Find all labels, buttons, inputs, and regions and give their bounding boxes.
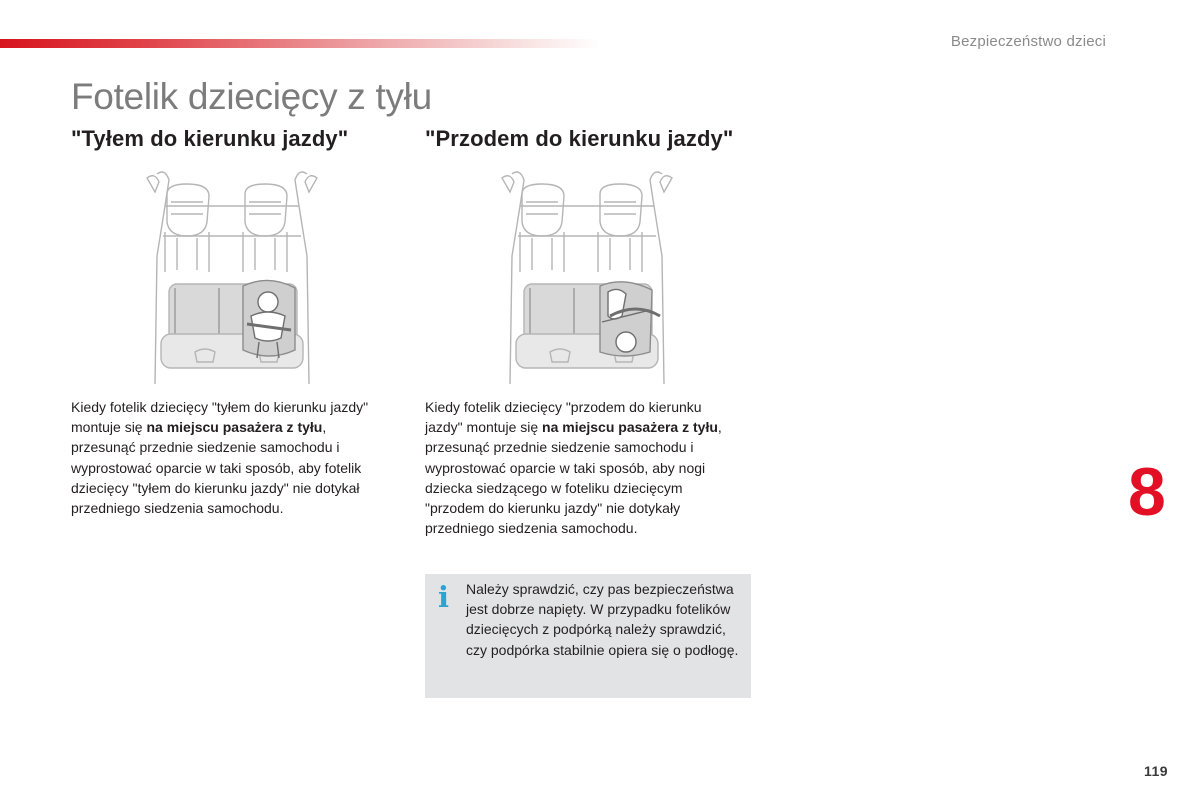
rear-facing-heading: "Tyłem do kierunku jazdy" bbox=[71, 126, 349, 151]
rear-facing-illustration bbox=[135, 166, 329, 390]
page-title: Fotelik dziecięcy z tyłu bbox=[71, 76, 432, 117]
forward-facing-illustration bbox=[490, 166, 684, 390]
info-text: Należy sprawdzić, czy pas bezpieczeństwa jest dobrze napięty. W przypadku fotelików dziecięcych z podpórką należy sprawdzić, czy podpórka stabilnie opiera się o podłogę. bbox=[466, 581, 739, 658]
chapter-number: 8 bbox=[1128, 454, 1166, 530]
forward-facing-heading: "Przodem do kierunku jazdy" bbox=[425, 126, 734, 151]
section-header: Bezpieczeństwo dzieci bbox=[950, 33, 1106, 50]
rear-facing-text-2: , przesunąć przednie siedzenie samochodu i wyprostować oparcie w taki sposób, aby fotelik dziecięcy "tyłem do kierunku jazdy" nie dotykał przedniego siedzenia samochodu. bbox=[71, 419, 362, 517]
header-accent-bar bbox=[0, 39, 600, 48]
forward-facing-text-1: Kiedy fotelik dziecięcy "przodem do kierunku jazdy" montuje się bbox=[425, 399, 702, 436]
rear-facing-description bbox=[71, 397, 371, 518]
info-icon: i bbox=[438, 580, 450, 614]
forward-facing-text-2: , przesunąć przednie siedzenie samochodu i wyprostować oparcie w taki sposób, aby nogi dziecka siedzącego w foteliku dziecięcym "przodem do kierunku jazdy" nie dotykały przedniego siedzenia samochodu. bbox=[425, 419, 722, 537]
rear-facing-text-bold: na miejscu pasażera z tyłu bbox=[146, 419, 323, 436]
page-number: 119 bbox=[1144, 763, 1169, 779]
rear-facing-text-1: Kiedy fotelik dziecięcy "tyłem do kierunku jazdy" montuje się bbox=[71, 399, 369, 436]
forward-facing-text-bold: na miejscu pasażera z tyłu bbox=[542, 419, 718, 436]
forward-facing-description bbox=[425, 397, 725, 538]
info-box bbox=[425, 574, 751, 698]
